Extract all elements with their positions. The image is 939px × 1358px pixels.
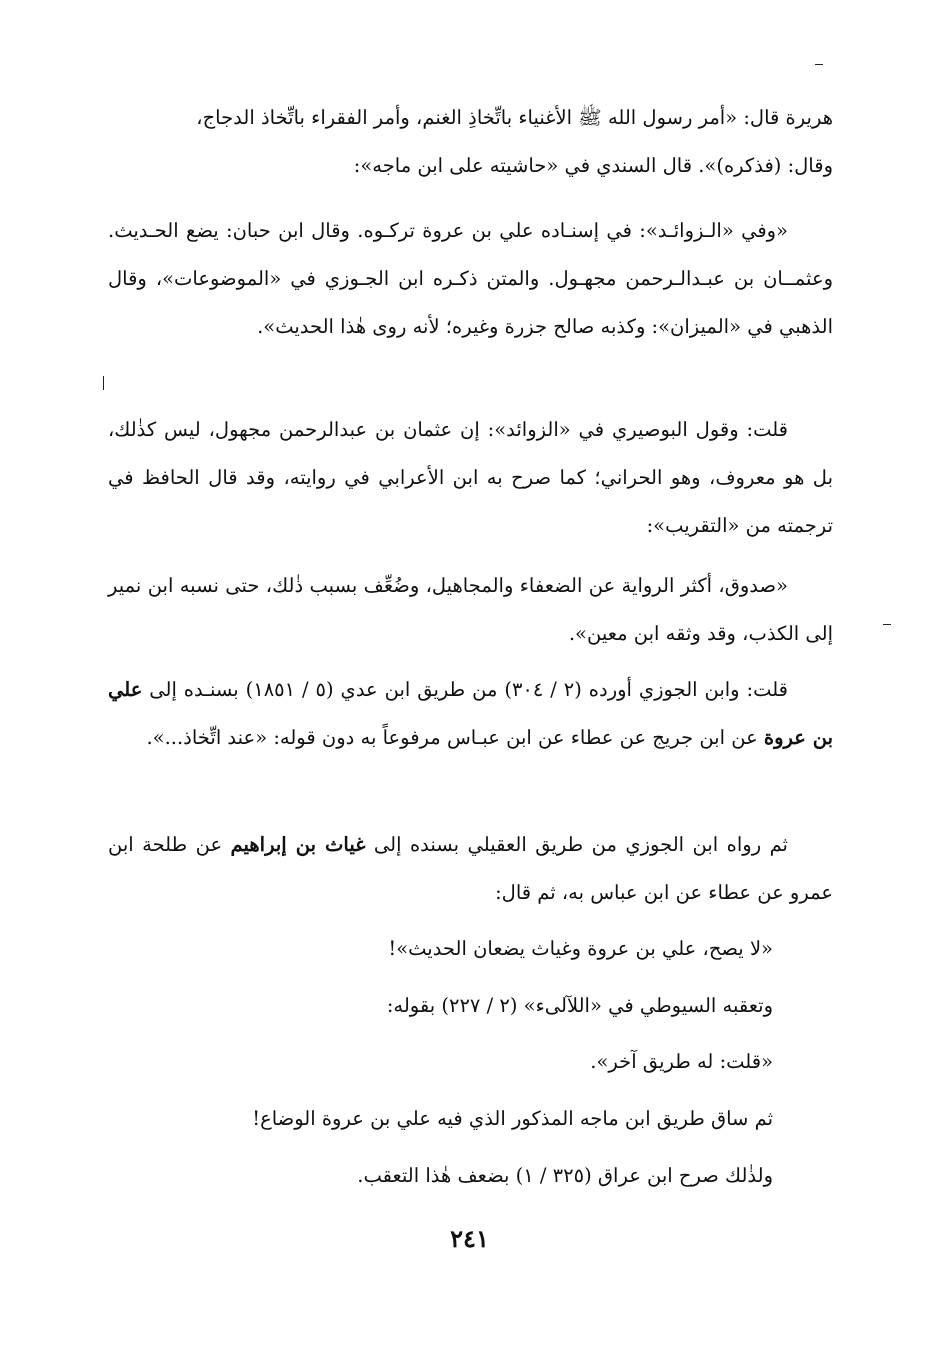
paragraph-11-text: ولذٰلك صرح ابن عراق (٣٢٥ / ١) بضعف هٰذا التعقب.: [357, 1164, 773, 1187]
paragraph-6-part-2: عن طلحة ابن عمرو عن عطاء عن ابن عباس به، ثم قال:: [108, 833, 833, 904]
paragraph-9: [108, 1038, 833, 1086]
paragraph-5: [108, 666, 833, 762]
top-dash-mark: [815, 64, 823, 65]
paragraph-4: [108, 562, 833, 658]
page-number: ٢٤١: [450, 1224, 489, 1253]
paragraph-5-part-2: عن ابن جريج عن عطاء عن ابن عبـاس مرفوعاً به دون قوله: «عند اتِّخاذ...».: [146, 726, 764, 749]
left-margin-mark: [103, 376, 104, 390]
paragraph-3: [108, 406, 833, 550]
paragraph-8: [108, 982, 833, 1030]
paragraph-7-text: «لا يصح، علي بن عروة وغياث يضعان الحديث»!: [388, 937, 773, 960]
paragraph-8-text: وتعقبه السيوطي في «اللآلىء» (٢ / ٢٢٧) بقوله:: [386, 994, 773, 1017]
paragraph-1: [108, 94, 833, 190]
paragraph-2-text: «وفي «الـزوائـد»: في إسنـاده علي بن عروة تركـوه. وقال ابن حبان: يضع الحـديث. وعثمــان بن عبـدالـرحمن مجهـول. والمتن ذكـره ابن الجـوزي في «الموضوعات»، وقال الذهبي في «الميزان»: وكذبه صالح جزرة وغيره؛ لأنه روى هٰذا الحديث».: [108, 219, 833, 338]
paragraph-10: [108, 1095, 833, 1143]
paragraph-2: [108, 207, 833, 351]
paragraph-11: [108, 1152, 833, 1200]
paragraph-5-part-1: قلت: وابن الجوزي أورده (٢ / ٣٠٤) من طريق ابن عدي (٥ / ١٨٥١) بسنـده إلى: [142, 678, 789, 701]
paragraph-5-text: [108, 666, 833, 762]
paragraph-4-text: «صدوق، أكثر الرواية عن الضعفاء والمجاهيل، وضُعِّف بسبب ذٰلك، حتى نسبه ابن نمير إلى الكذب، وقد وثقه ابن معين».: [108, 574, 833, 645]
paragraph-1-line-1: هريرة قال: «أمر رسول الله ﷺ الأغنياء باتِّخاذِ الغنم، وأمر الفقراء باتِّخاذ الدجاج،: [196, 106, 833, 129]
paragraph-9-text: «قلت: له طريق آخر».: [590, 1050, 773, 1073]
right-margin-mark: [883, 624, 891, 625]
paragraph-5-bold-name: علي بن عروة: [108, 678, 833, 749]
paragraph-6-part-1: ثم رواه ابن الجوزي من طريق العقيلي بسنده إلى: [365, 833, 788, 856]
paragraph-3-text: قلت: وقول البوصيري في «الزوائد»: إن عثمان بن عبدالرحمن مجهول، ليس كذٰلك، بل هو معروف، وهو الحراني؛ كما صرح به ابن الأعرابي في روايته، وقد قال الحافظ في ترجمته من «التقريب»:: [108, 418, 833, 537]
paragraph-6-bold-name: غياث بن إبراهيم: [230, 833, 366, 856]
paragraph-6-text: [108, 821, 833, 917]
paragraph-7: [108, 925, 833, 973]
paragraph-6: [108, 821, 833, 917]
paragraph-10-text: ثم ساق طريق ابن ماجه المذكور الذي فيه علي بن عروة الوضاع!: [252, 1107, 773, 1130]
paragraph-1-line-2: وقال: (فذكره)». قال السندي في «حاشيته على ابن ماجه»:: [353, 154, 833, 177]
